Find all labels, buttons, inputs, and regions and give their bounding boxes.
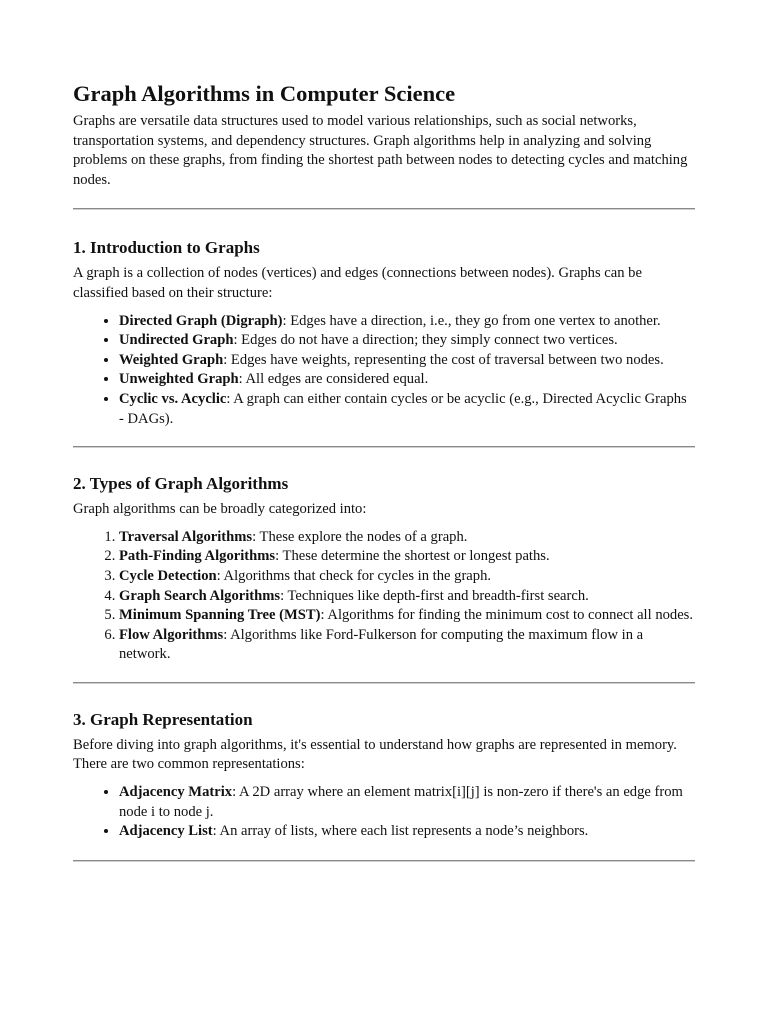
list-item	[119, 351, 695, 371]
list-item-desc: : These explore the nodes of a graph.	[252, 528, 468, 545]
list-item-desc: : An array of lists, where each list represents a node’s neighbors.	[212, 823, 589, 840]
section-divider	[73, 446, 695, 448]
list-item-term: Adjacency List	[119, 823, 213, 840]
list-item	[119, 528, 695, 548]
graph-types-list	[73, 312, 695, 430]
list-item	[119, 390, 695, 429]
list-item	[119, 312, 695, 332]
list-item-term: Directed Graph (Digraph)	[119, 312, 283, 329]
section-divider	[73, 208, 695, 210]
list-item-term: Graph Search Algorithms	[119, 587, 281, 604]
list-item-desc: : Edges have weights, representing the cost of traversal between two nodes.	[223, 351, 664, 368]
list-item-term: Minimum Spanning Tree (MST)	[119, 607, 321, 624]
list-item	[119, 783, 695, 822]
list-item	[119, 626, 695, 665]
section-heading-representation: 3. Graph Representation	[73, 709, 253, 729]
list-item-desc: : Techniques like depth-first and breadth-first search.	[280, 587, 589, 604]
list-item	[119, 547, 695, 567]
list-item-term: Cycle Detection	[119, 567, 217, 584]
list-item-desc: : Edges have a direction, i.e., they go from one vertex to another.	[282, 312, 661, 329]
list-item-term: Undirected Graph	[119, 332, 234, 349]
list-item-term: Weighted Graph	[119, 351, 224, 368]
list-item-desc: : Algorithms like Ford-Fulkerson for computing the maximum flow in a network.	[119, 626, 644, 663]
section-paragraph-introduction: A graph is a collection of nodes (vertices) and edges (connections between nodes). Graphs can be classified based on their structure:	[73, 265, 642, 301]
list-item-term: Cyclic vs. Acyclic	[119, 390, 227, 407]
list-item	[119, 331, 695, 351]
list-item	[119, 587, 695, 607]
list-item	[119, 370, 695, 390]
section-heading-introduction: 1. Introduction to Graphs	[73, 238, 260, 258]
representations-list	[73, 783, 695, 842]
intro-paragraph: Graphs are versatile data structures used to model various relationships, such as social networks, transportation systems, and dependency structures. Graph algorithms help in analyzing and solving problems on these graphs, from finding the shortest path between nodes to detecting cycles and matching nodes.	[73, 113, 688, 188]
list-item-desc: : Algorithms that check for cycles in the graph.	[216, 567, 492, 584]
list-item-desc: : A graph can either contain cycles or be acyclic (e.g., Directed Acyclic Graphs - DAGs).	[119, 390, 687, 427]
list-item-term: Traversal Algorithms	[119, 528, 253, 545]
section-paragraph-representation: Before diving into graph algorithms, it's essential to understand how graphs are represented in memory. There are two common representations:	[73, 736, 677, 773]
list-item-term: Adjacency Matrix	[119, 784, 233, 801]
list-item	[119, 822, 695, 842]
section-divider	[73, 682, 695, 684]
list-item-desc: : These determine the shortest or longest paths.	[275, 548, 550, 565]
algorithm-types-list	[73, 528, 695, 665]
page-title: Graph Algorithms in Computer Science	[73, 81, 456, 106]
list-item-term: Flow Algorithms	[119, 626, 224, 643]
list-item-term: Path-Finding Algorithms	[119, 548, 276, 565]
list-item	[119, 567, 695, 587]
section-heading-types: 2. Types of Graph Algorithms	[73, 474, 289, 494]
list-item-desc: : Algorithms for finding the minimum cost to connect all nodes.	[320, 607, 694, 624]
list-item-desc: : A 2D array where an element matrix[i][j] is non-zero if there's an edge from node i to node j.	[119, 784, 683, 820]
section-divider	[73, 860, 695, 862]
list-item-term: Unweighted Graph	[119, 371, 239, 388]
list-item	[119, 606, 695, 626]
list-item-desc: : All edges are considered equal.	[238, 371, 429, 388]
list-item-desc: : Edges do not have a direction; they simply connect two vertices.	[233, 332, 618, 349]
section-paragraph-types: Graph algorithms can be broadly categorized into:	[73, 501, 367, 518]
